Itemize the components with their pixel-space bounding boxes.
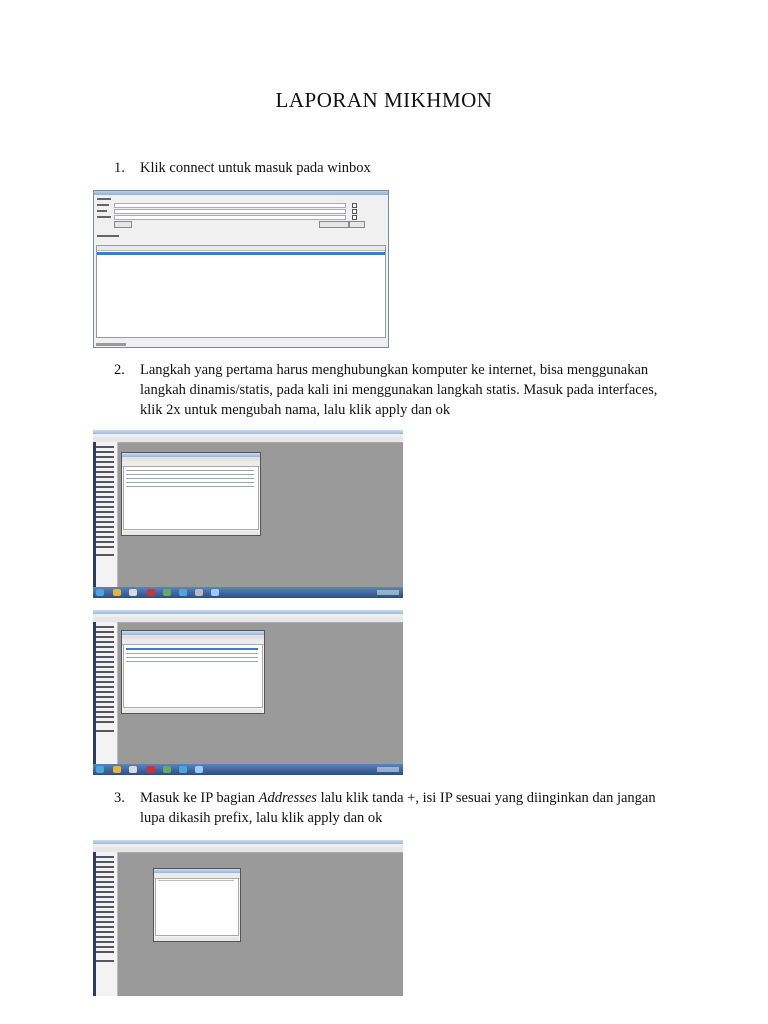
password-field: [114, 215, 346, 220]
neighbors-list: [96, 245, 386, 338]
windows-taskbar: [93, 764, 403, 775]
login-field: [114, 209, 346, 214]
step-text: Klik connect untuk masuk pada winbox: [140, 160, 371, 176]
open-new-window-checkbox: [352, 209, 357, 214]
step-text: [140, 788, 674, 828]
auto-reconnect-checkbox: [352, 215, 357, 220]
addresses-emphasis: Addresses: [258, 790, 317, 806]
toolbar: [93, 437, 403, 443]
keep-password-checkbox: [352, 203, 357, 208]
step-2: [114, 360, 674, 420]
connect-to-romon-button: [319, 221, 349, 228]
address-list-dialog: [153, 868, 241, 942]
sidebar-menu: [93, 622, 118, 764]
step-number: 3.: [114, 790, 125, 806]
window-titlebar: [94, 191, 388, 195]
interfaces-screenshot-2: [93, 610, 403, 775]
connect-to-field: [114, 203, 346, 208]
winbox-side-label: [93, 442, 96, 587]
sidebar-menu: [93, 852, 118, 996]
step-number: 2.: [114, 362, 125, 378]
windows-taskbar: [93, 587, 403, 598]
step-1: [114, 158, 674, 178]
step-text-after: lalu klik tanda +, isi IP sesuai yang diinginkan dan jangan lupa dikasih prefix, lalu klik apply dan ok: [140, 790, 656, 826]
winbox-login-screenshot: [93, 190, 389, 348]
interfaces-screenshot-1: [93, 430, 403, 598]
status-bar: [96, 343, 126, 346]
selected-neighbor-row: [97, 252, 385, 255]
add-set-button: [114, 221, 132, 228]
connect-button: [349, 221, 365, 228]
sidebar-menu: [93, 442, 118, 587]
step-text-before: Masuk ke IP bagian: [140, 790, 259, 806]
step-3: [114, 788, 674, 828]
interface-list-dialog: [121, 452, 261, 536]
ip-addresses-screenshot: [93, 840, 403, 996]
interface-list-dialog: [121, 630, 265, 714]
document-title: LAPORAN MIKHMON: [275, 88, 493, 112]
step-number: 1.: [114, 160, 125, 176]
step-text: Langkah yang pertama harus menghubungkan komputer ke internet, bisa menggunakan langkah dinamis/statis, pada kali ini menggunakan langkah statis. Masuk pada interfaces, klik 2x untuk mengubah nama, lalu klik apply dan ok: [140, 362, 658, 418]
